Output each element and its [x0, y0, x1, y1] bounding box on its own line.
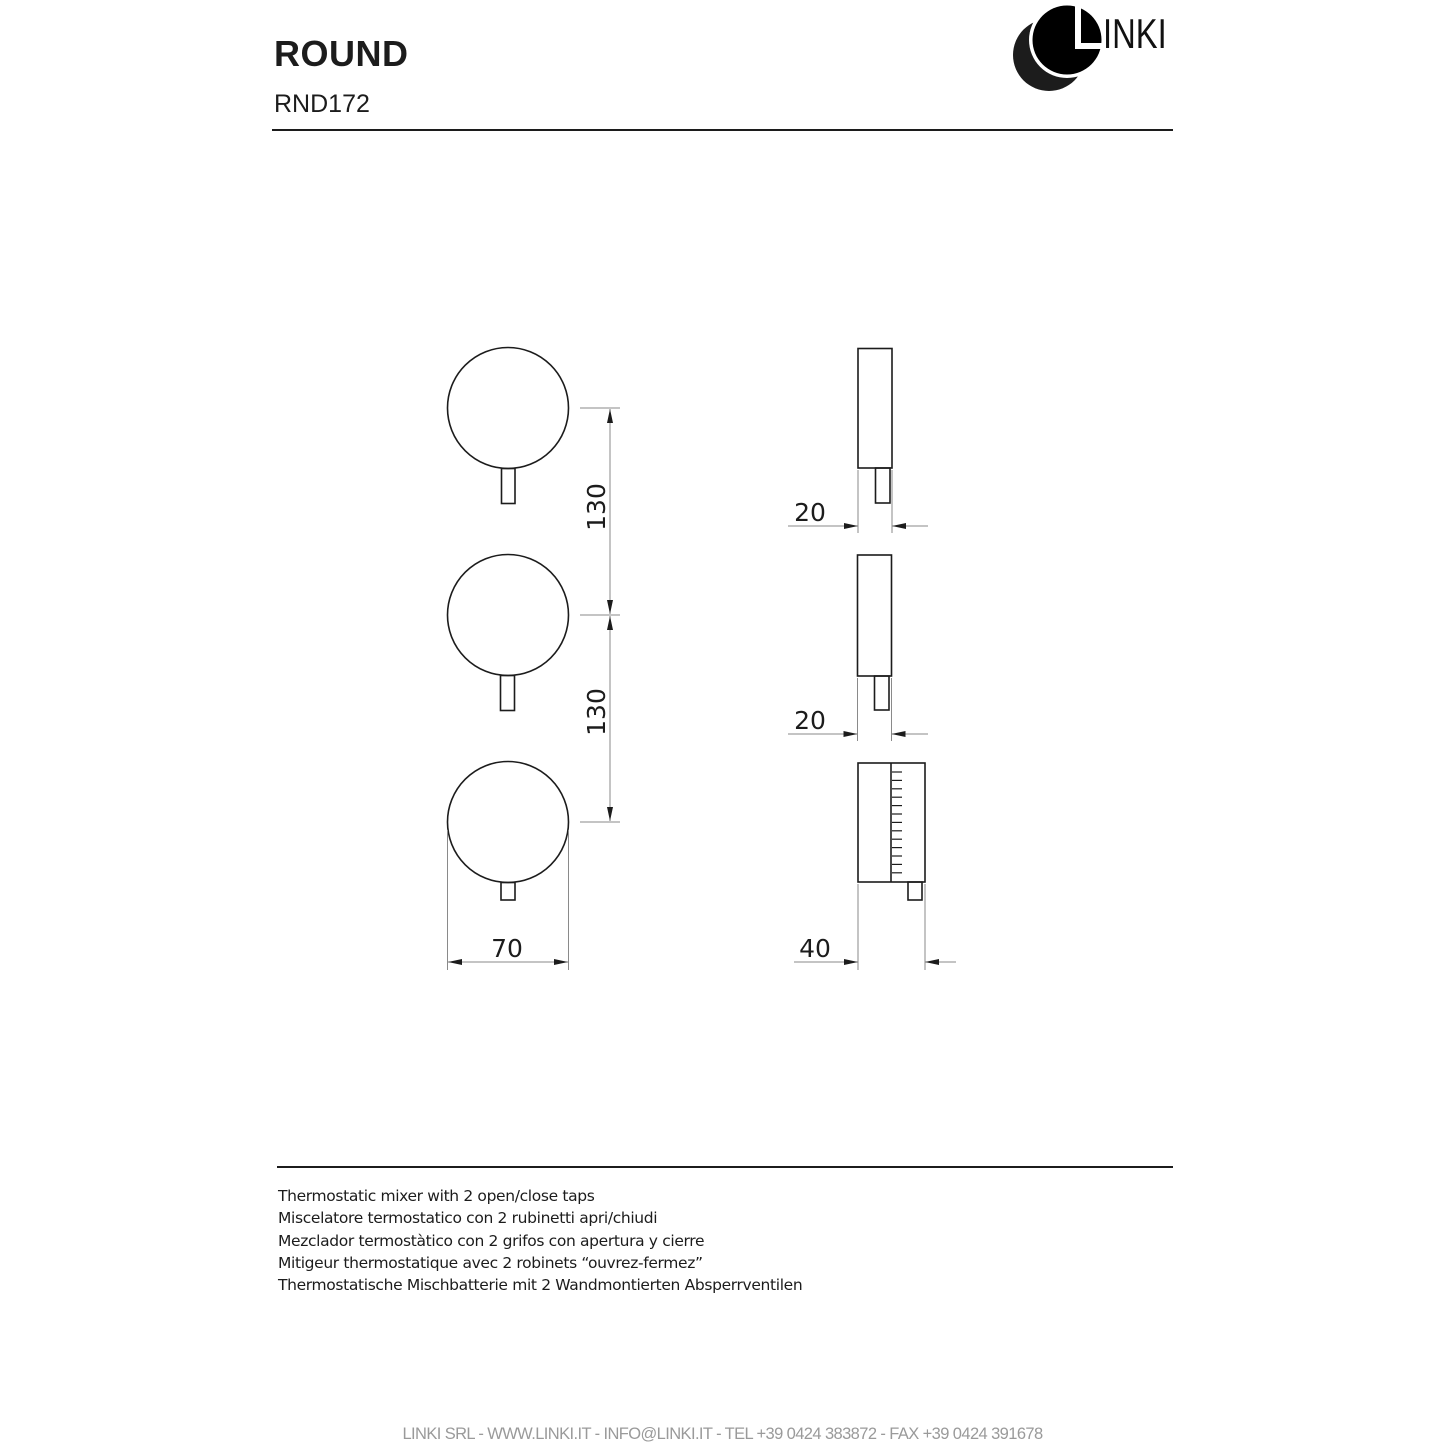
side-thermostat-handle — [908, 882, 922, 900]
dimension-label-depth-lower: 40 — [799, 934, 831, 963]
vertical-spacing-dimension — [580, 408, 620, 822]
front-view — [448, 348, 569, 901]
logo-l-vertical — [1075, 4, 1081, 49]
knob-middle-handle — [501, 676, 515, 711]
dimension-label-spacing-lower: 130 — [582, 688, 611, 736]
product-family-title: ROUND — [274, 33, 409, 74]
logo-l-horizontal — [1075, 43, 1105, 49]
description-line-de: Thermostatische Mischbatterie mit 2 Wandmontierten Absperrventilen — [278, 1276, 803, 1295]
knob-upper — [448, 348, 569, 504]
side-thermostat-lower — [858, 763, 925, 900]
side-knob-middle-handle — [875, 676, 890, 710]
knob-upper-handle — [502, 469, 516, 504]
side-knob-upper-handle — [876, 468, 891, 503]
product-code: RND172 — [274, 90, 370, 118]
knob-upper-disc — [448, 348, 569, 469]
side-knob-upper-body — [858, 349, 892, 469]
description-line-fr: Mitigeur thermostatique avec 2 robinets “ouvrez-fermez” — [278, 1253, 703, 1272]
linki-logo-icon — [1013, 2, 1105, 91]
side-knob-upper — [858, 349, 892, 504]
dimension-label-diameter: 70 — [491, 934, 523, 963]
description-line-es: Mezclador termostàtico con 2 grifos con apertura y cierre — [278, 1231, 705, 1250]
knob-middle-disc — [448, 555, 569, 676]
description-line-en: Thermostatic mixer with 2 open/close taps — [278, 1187, 595, 1205]
dimension-label-depth-upper: 20 — [794, 498, 826, 527]
knob-lower-handle — [501, 883, 515, 901]
knob-lower-disc — [448, 762, 569, 883]
knob-lower — [448, 762, 569, 901]
dimension-label-depth-middle: 20 — [794, 706, 826, 735]
side-knob-middle-body — [858, 555, 892, 676]
product-description — [278, 1185, 802, 1296]
logo-front-circle — [1033, 6, 1102, 75]
description-line-it: Miscelatore termostatico con 2 rubinetti apri/chiudi — [278, 1209, 658, 1228]
logo-wordmark: INKI — [1103, 10, 1167, 57]
knob-middle — [448, 555, 569, 711]
side-knob-middle — [858, 555, 892, 710]
description-divider — [277, 1166, 1173, 1168]
temperature-scale-ticks — [892, 772, 902, 873]
company-contact-footer: LINKI SRL - WWW.LINKI.IT - INFO@LINKI.IT - TEL +39 0424 383872 - FAX +39 0424 391678 — [402, 1425, 1043, 1443]
side-view — [858, 349, 926, 901]
dimension-label-spacing-upper: 130 — [582, 483, 611, 531]
